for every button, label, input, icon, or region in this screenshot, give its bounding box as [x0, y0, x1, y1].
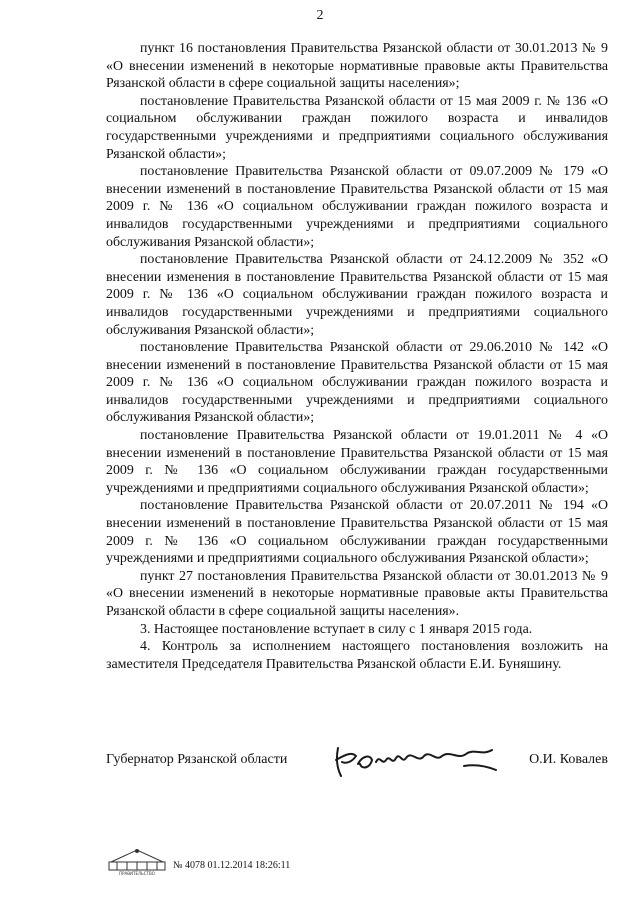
paragraph: постановление Правительства Рязанской области от 09.07.2009 № 179 «О внесении изменений в постановление Правительства Рязанской области от 15 мая 2009 г. № 136 «О социальном обслуживании граждан пожилого возраста и инвалидов государственными учреждениями и предприятиями социального обслуживания Рязанской области»; — [106, 164, 608, 250]
paragraph: постановление Правительства Рязанской области от 19.01.2011 № 4 «О внесении изменений в постановление Правительства Рязанской области от 15 мая 2009 г. № 136 «О социальном обслуживании граждан государственными учреждениями и предприятиями социального обслуживания Рязанской области»; — [106, 428, 608, 496]
handwritten-signature — [332, 740, 502, 782]
logo-caption: ПРАВИТЕЛЬСТВО — [119, 871, 155, 876]
paragraph: пункт 16 постановления Правительства Рязанской области от 30.01.2013 № 9 «О внесении изменений в некоторые нормативные правовые акты Правительства Рязанской области в сфере социальной защиты населения»; — [106, 41, 608, 92]
paragraph-control: 4. Контроль за исполнением настоящего постановления возложить на заместителя Председателя Правительства Рязанской области Е.И. Буняшину. — [106, 639, 608, 672]
page-number: 2 — [316, 8, 324, 23]
paragraph-effective-date: 3. Настоящее постановление вступает в силу с 1 января 2015 года. — [140, 621, 533, 637]
document-body — [106, 40, 608, 673]
paragraph: постановление Правительства Рязанской области от 24.12.2009 № 352 «О внесении изменения в постановление Правительства Рязанской области от 15 мая 2009 г. № 136 «О социальном обслуживании граждан пожилого возраста и инвалидов государственными учреждениями и предприятиями социального обслуживания Рязанской области»; — [106, 252, 608, 338]
government-building-logo — [107, 846, 167, 876]
paragraph: постановление Правительства Рязанской области от 29.06.2010 № 142 «О внесении изменений в постановление Правительства Рязанской области от 15 мая 2009 г. № 136 «О социальном обслуживании граждан пожилого возраста и инвалидов государственными учреждениями и предприятиями социального обслуживания Рязанской области»; — [106, 340, 608, 426]
paragraph: постановление Правительства Рязанской области от 15 мая 2009 г. № 136 «О социальном обслуживании граждан пожилого возраста и инвалидов государственными учреждениями и предприятиями социального обслуживания Рязанской области»; — [106, 93, 608, 162]
paragraph: пункт 27 постановления Правительства Рязанской области от 30.01.2013 № 9 «О внесении изменений в некоторые нормативные правовые акты Правительства Рязанской области в сфере социальной защиты населения». — [106, 568, 608, 619]
signature-block — [106, 740, 608, 780]
registration-stamp: № 4078 01.12.2014 18:26:11 — [173, 860, 291, 871]
signatory-name: О.И. Ковалев — [529, 752, 608, 767]
signatory-title: Губернатор Рязанской области — [106, 752, 288, 767]
paragraph: постановление Правительства Рязанской области от 20.07.2011 № 194 «О внесении изменений в постановление Правительства Рязанской области от 15 мая 2009 г. № 136 «О социальном обслуживании граждан государственными учреждениями и предприятиями социального обслуживания Рязанской области»; — [106, 498, 608, 567]
